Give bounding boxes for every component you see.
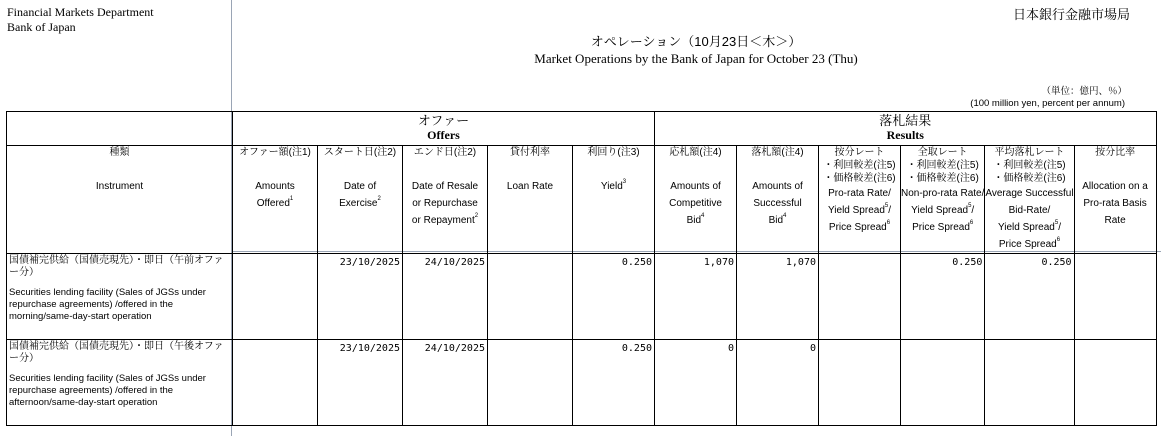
- note-ref: 5: [968, 203, 972, 209]
- col-nonprorata-jp2: ・利回較差(注5): [906, 160, 979, 171]
- col-average-jp: 平均落札レート: [994, 147, 1065, 158]
- instrument-name-en: Securities lending facility (Sales of JGSs under repurchase agreements) /offered in the morning/same-day-start operation: [9, 287, 206, 322]
- col-loan-rate-en: Loan Rate: [506, 181, 554, 192]
- department-name: Financial Markets Department: [7, 5, 154, 19]
- col-amount-offered-jp: オファー額(注1): [239, 147, 311, 158]
- separator: /: [971, 205, 975, 216]
- instrument-name-jp: 国債補完供給（国債売現先）・即日（午前オファー分）: [9, 255, 224, 278]
- col-date-resale-jp: エンド日(注2): [413, 147, 477, 158]
- col-prorata-en2: Yield Spread: [827, 205, 885, 216]
- col-nonprorata-jp3: ・価格較差(注6): [906, 173, 979, 184]
- col-date-exercise-en2: Exercise: [339, 198, 378, 209]
- successful-bid-cell: 0: [737, 340, 819, 426]
- col-prorata-en3: Price Spread: [828, 222, 887, 233]
- amount-offered-cell: [233, 254, 318, 340]
- competitive-bid-cell: 0: [655, 340, 737, 426]
- allocation-cell: [1074, 254, 1156, 340]
- col-competitive-en3: Bid: [686, 215, 702, 226]
- instrument-name-jp: 国債補完供給（国債売現先）・即日（午後オファー分）: [9, 341, 224, 364]
- competitive-bid-cell: 1,070: [655, 254, 737, 340]
- col-nonprorata-en2: Yield Spread: [911, 205, 969, 216]
- note-ref: 3: [622, 179, 627, 185]
- amount-offered-cell: [233, 340, 318, 426]
- date-exercise-cell: 23/10/2025: [318, 340, 403, 426]
- title-en: Market Operations by the Bank of Japan for October 23 (Thu): [534, 51, 858, 66]
- separator: /: [888, 205, 891, 216]
- col-average-jp2: ・利回較差(注5): [993, 160, 1066, 171]
- nonprorata-rate-cell: [901, 340, 985, 426]
- col-successful-jp: 落札額(注4): [751, 147, 804, 158]
- offers-group-header: [233, 112, 655, 146]
- col-yield: [573, 146, 655, 254]
- units-jp: （単位：億円、％）: [1041, 86, 1127, 97]
- col-successful-en2: Successful: [753, 198, 802, 209]
- yield-cell: 0.250: [573, 340, 655, 426]
- nonprorata-rate-cell: 0.250: [901, 254, 985, 340]
- col-competitive-en: Amounts of: [670, 181, 721, 192]
- note-ref: 4: [701, 213, 705, 219]
- loan-rate-cell: [488, 254, 573, 340]
- col-yield-jp: 利回り(注3): [587, 147, 640, 158]
- col-competitive: [655, 146, 737, 254]
- allocation-cell: [1074, 340, 1156, 426]
- group-header-row: [7, 112, 1157, 146]
- average-rate-cell: 0.250: [985, 254, 1074, 340]
- average-rate-cell: [985, 340, 1074, 426]
- page-title: [231, 34, 1161, 67]
- column-header-row: [7, 146, 1157, 254]
- note-ref: 2: [377, 196, 381, 202]
- loan-rate-cell: [488, 340, 573, 426]
- successful-bid-cell: 1,070: [737, 254, 819, 340]
- offers-label-jp: オファー: [417, 113, 470, 128]
- date-exercise-cell: 23/10/2025: [318, 254, 403, 340]
- operations-table: [6, 111, 1157, 426]
- col-nonprorata-en: Non-pro-rata Rate/: [901, 188, 985, 199]
- col-average: [985, 146, 1074, 254]
- col-amount-offered: [233, 146, 318, 254]
- col-loan-rate-jp: 貸付利率: [510, 147, 550, 158]
- col-date-resale-en3: or Repayment: [411, 215, 475, 226]
- note-ref: 6: [886, 220, 891, 226]
- bank-name: Bank of Japan: [7, 20, 76, 34]
- col-instrument-en: Instrument: [95, 181, 144, 192]
- col-date-exercise-jp: スタート日(注2): [323, 147, 397, 158]
- col-allocation-en: Allocation on a: [1082, 181, 1148, 192]
- yield-cell: 0.250: [573, 254, 655, 340]
- note-ref: 5: [1054, 220, 1059, 226]
- col-successful: [737, 146, 819, 254]
- col-allocation-en3: Rate: [1104, 215, 1126, 226]
- note-ref: 5: [884, 203, 889, 209]
- prorata-rate-cell: [819, 340, 901, 426]
- note-ref: 6: [969, 220, 974, 226]
- note-ref: 1: [289, 196, 294, 202]
- results-label-en: Results: [886, 128, 924, 142]
- note-ref: 4: [783, 213, 787, 219]
- col-competitive-jp: 応札額(注4): [669, 147, 722, 158]
- col-amount-offered-en: Amounts: [255, 181, 295, 192]
- col-average-jp3: ・価格較差(注6): [993, 173, 1066, 184]
- date-resale-cell: 24/10/2025: [403, 254, 488, 340]
- instrument-name-en: Securities lending facility (Sales of JGSs under repurchase agreements) /offered in the afternoon/same-day-start operation: [9, 373, 206, 408]
- col-prorata-jp2: ・利回較差(注5): [823, 160, 896, 171]
- separator: /: [1058, 222, 1061, 233]
- table-row: [7, 254, 1157, 340]
- col-date-exercise-en: Date of: [343, 181, 377, 192]
- group-header-blank: [7, 112, 233, 146]
- col-average-en2: Bid-Rate/: [1008, 205, 1051, 216]
- table-row: [7, 340, 1157, 426]
- header-left: [7, 5, 154, 35]
- note-ref: 6: [1056, 237, 1061, 243]
- col-instrument-jp: 種類: [109, 147, 130, 158]
- col-allocation-en2: Pro-rata Basis: [1083, 198, 1147, 209]
- col-nonprorata-jp: 全取レート: [917, 147, 968, 158]
- units-en: (100 million yen, percent per annum): [970, 98, 1125, 109]
- results-group-header: [655, 112, 1157, 146]
- col-loan-rate: [488, 146, 573, 254]
- col-competitive-en2: Competitive: [669, 198, 722, 209]
- col-successful-en: Amounts of: [752, 181, 803, 192]
- col-nonprorata: [901, 146, 985, 254]
- date-resale-cell: 24/10/2025: [403, 340, 488, 426]
- col-prorata: [819, 146, 901, 254]
- instrument-cell: [7, 340, 233, 426]
- col-prorata-jp: 按分レート: [834, 147, 885, 158]
- col-prorata-en: Pro-rata Rate/: [828, 188, 891, 199]
- instrument-cell: [7, 254, 233, 340]
- col-successful-en3: Bid: [768, 215, 784, 226]
- col-date-resale-en: Date of Resale: [411, 181, 479, 192]
- col-allocation: [1074, 146, 1156, 254]
- results-label-jp: 落札結果: [879, 113, 932, 128]
- col-date-resale-en2: or Repurchase: [412, 198, 478, 209]
- title-jp: オペレーション（10月23日＜木＞）: [590, 34, 802, 49]
- prorata-rate-cell: [819, 254, 901, 340]
- col-average-en: Average Successful: [985, 188, 1074, 199]
- department-name-jp: 日本銀行金融市場局: [1012, 7, 1130, 22]
- col-average-en3: Yield Spread: [997, 222, 1055, 233]
- col-allocation-jp: 按分比率: [1095, 147, 1136, 158]
- col-instrument: [7, 146, 233, 254]
- col-prorata-jp3: ・価格較差(注6): [823, 173, 896, 184]
- col-nonprorata-en3: Price Spread: [912, 222, 970, 233]
- offers-label-en: Offers: [427, 128, 460, 142]
- col-average-en4: Price Spread: [998, 239, 1057, 250]
- note-ref: 2: [474, 213, 479, 219]
- col-date-exercise: [318, 146, 403, 254]
- col-date-resale: [403, 146, 488, 254]
- col-yield-en: Yield: [600, 181, 623, 192]
- col-amount-offered-en2: Offered: [256, 198, 290, 209]
